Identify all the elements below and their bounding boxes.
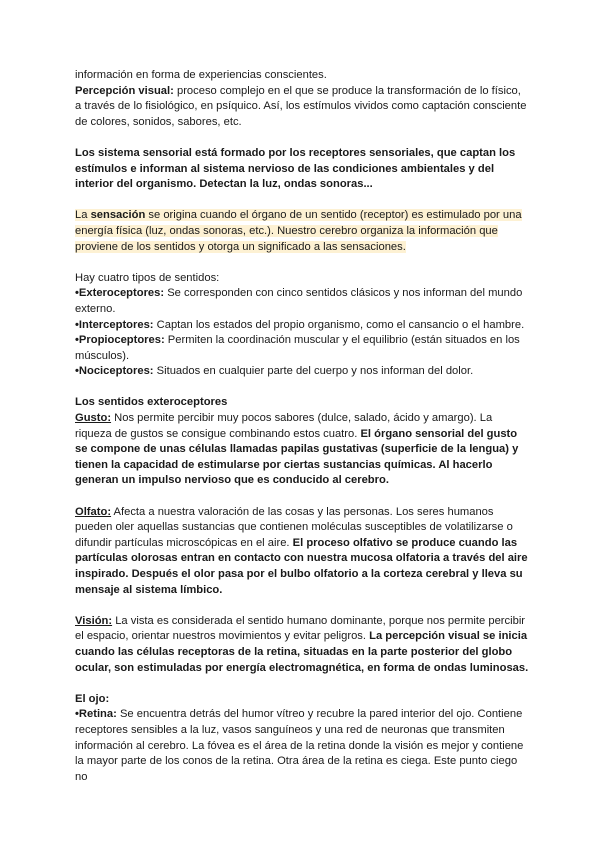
paragraph-olfato — [75, 505, 530, 599]
list-item-term: •Interceptores: — [75, 318, 154, 331]
section-heading: Los sentidos exteroceptores — [75, 396, 228, 409]
paragraph-sensacion-highlighted — [75, 208, 530, 255]
list-tipos-sentidos — [75, 271, 530, 380]
vision-bold: La percepción visual se inicia cuando las células receptoras de la retina, situadas en la parte posterior del globo ocular, son estimuladas por energía electromagnética, en forma de ondas luminosas. — [75, 630, 529, 674]
olfato-bold: El proceso olfativo se produce cuando las partículas olorosas entran en contacto con nuestra mucosa olfatoria a través del aire inspirado. Después el olor pasa por el bulbo olfatorio a la corteza cerebral y lleva su mensaje al sistema límbico. — [75, 536, 528, 596]
gusto-bold: El órgano sensorial del gusto se compone de unas células llamadas papilas gustativas (superficie de la lengua) y tienen la capacidad de estimularse por ciertas sustancias químicas. Al hacerlo generan un impulso nervioso que es conducido al cerebro. — [75, 427, 519, 487]
tipos-intro: Hay cuatro tipos de sentidos: — [75, 271, 220, 284]
list-item-term: •Propioceptores: — [75, 334, 165, 347]
section-heading: El ojo: — [75, 692, 110, 705]
list-item-propioceptores — [75, 333, 530, 364]
retina-term: •Retina: — [75, 708, 117, 721]
section-exteroceptores — [75, 395, 530, 489]
list-item-text: Permiten la coordinación muscular y el equilibrio (están situados en los músculos). — [75, 334, 520, 362]
paragraph-sistema-sensorial: Los sistema sensorial está formado por los receptores sensoriales, que captan los estímulos e informan al sistema nervioso de las condiciones ambientales y del interior del organismo. Detectan la luz, ondas sonoras... — [75, 146, 516, 191]
percepcion-visual-body: proceso complejo en el que se produce la transformación de lo físico, a través de lo fisiológico, en psíquico. Así, los estímulos vividos como captación consciente de colores, sonidos, sabores, etc. — [75, 84, 527, 128]
list-item-text: Situados en cualquier parte del cuerpo y nos informan del dolor. — [153, 365, 474, 378]
list-item-exteroceptores — [75, 286, 530, 317]
sensacion-body: se origina cuando el órgano de un sentido (receptor) es estimulado por una energía física (luz, ondas sonoras, etc.). Nuestro cerebro organiza la información que proviene de los sentidos y otorga un significado a las sensaciones. — [75, 209, 522, 253]
percepcion-visual-term: Percepción visual: — [75, 84, 174, 97]
list-item-term: •Nociceptores: — [75, 365, 154, 378]
list-item-interceptores — [75, 318, 530, 334]
paragraph-retina — [75, 707, 530, 785]
list-item-text: Captan los estados del propio organismo, como el cansancio o el hambre. — [153, 318, 525, 331]
paragraph-gusto — [75, 411, 530, 489]
highlight-pre: La — [75, 209, 91, 222]
vision-term: Visión: — [75, 614, 113, 627]
gusto-body: Nos permite percibir muy pocos sabores (dulce, salado, ácido y amargo). La riqueza de gustos se consigue combinando estos cuatro. — [75, 412, 493, 440]
percepcion-visual-text — [75, 84, 530, 131]
paragraph-vision — [75, 614, 530, 676]
list-item-text: Se corresponden con cinco sentidos clásicos y nos informan del mundo externo. — [75, 287, 523, 315]
olfato-body: Afecta a nuestra valoración de las cosas y las personas. Los seres humanos pueden oler aquellas sustancias que contienen moléculas susceptibles de volatilizarse o difundir partículas microscópicas en el aire. — [75, 505, 513, 549]
sensacion-term: sensación — [90, 209, 146, 222]
intro-line: información en forma de experiencias conscientes. — [75, 69, 327, 81]
retina-body: Se encuentra detrás del humor vítreo y recubre la pared interior del ojo. Contiene receptores sensibles a la luz, vasos sanguíneos y una red de neuronas que transmiten información al cerebro. La fóvea es el área de la retina donde la visión es mejor y contiene la mayor parte de los conos de la retina. Otra área de la retina es ciega. Este punto ciego no — [75, 708, 524, 783]
list-item-term: •Exteroceptores: — [75, 287, 165, 300]
section-ojo — [75, 692, 530, 786]
gusto-term: Gusto: — [75, 412, 112, 425]
olfato-term: Olfato: — [75, 505, 112, 518]
vision-body: La vista es considerada el sentido humano dominante, porque nos permite percibir el espacio, orientar nuestros movimientos y evitar peligros. — [75, 614, 526, 643]
list-item-nociceptores — [75, 364, 530, 380]
paragraph-percepcion-visual — [75, 68, 530, 130]
